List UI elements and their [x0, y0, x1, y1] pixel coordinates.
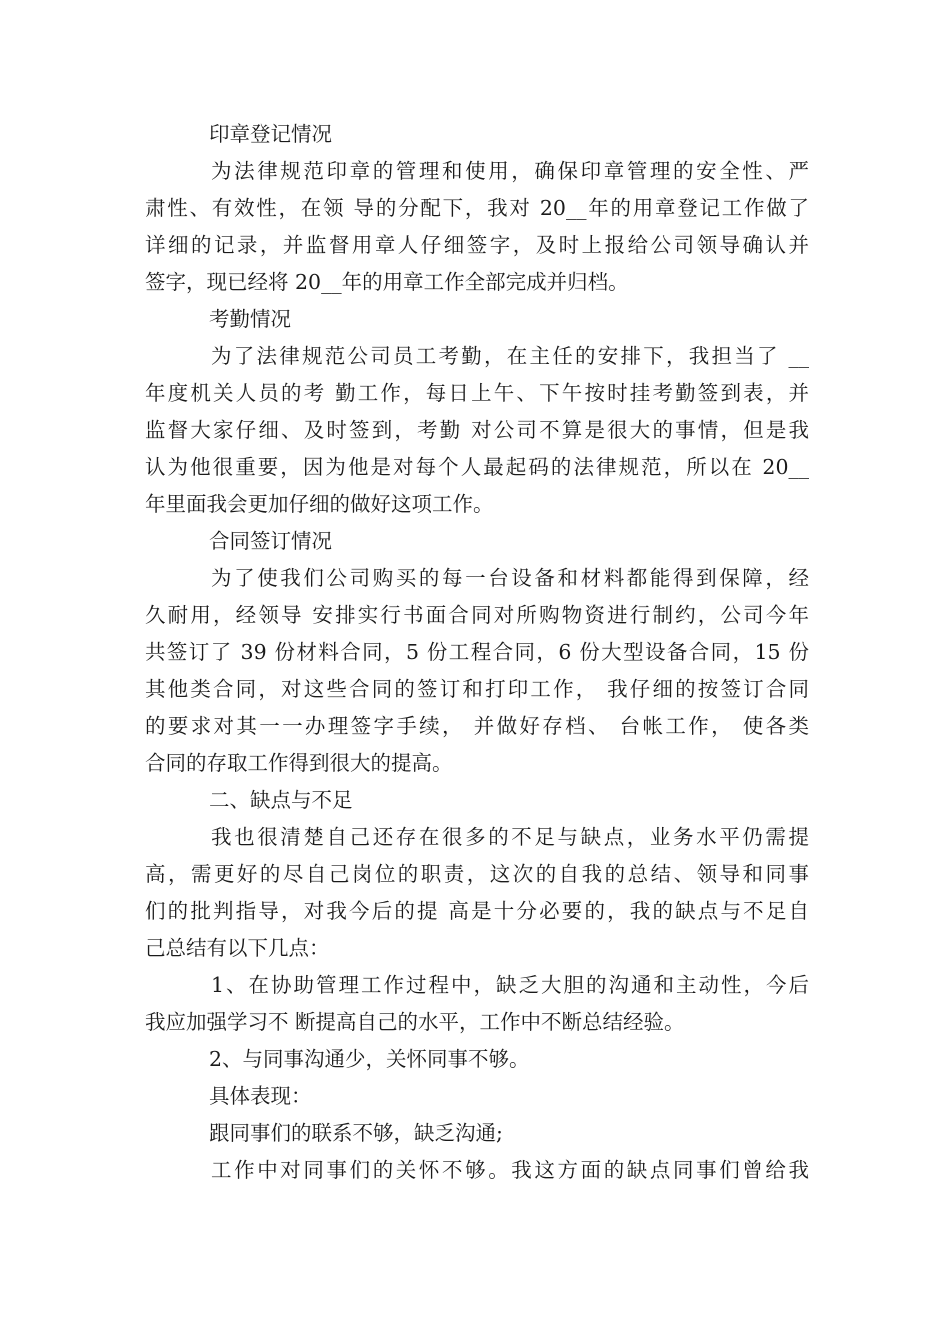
paragraph-line: 共签订了 39 份材料合同，5 份工程合同，6 份大型设备合同，15 份	[145, 640, 809, 664]
section-heading: 具体表现：	[209, 1084, 312, 1108]
section-heading: 印章登记情况	[209, 122, 332, 146]
paragraph-line: 其他类合同，对这些合同的签订和打印工作， 我仔细的按签订合同	[145, 677, 809, 701]
paragraph-first-line: 为了使我们公司购买的每一台设备和材料都能得到保障，经	[211, 566, 809, 590]
paragraph-line: 年度机关人员的考 勤工作，每日上午、下午按时挂考勤签到表，并	[145, 381, 809, 405]
paragraph-last-line: 己总结有以下几点：	[145, 936, 330, 960]
paragraph-line: 的要求对其一一办理签字手续， 并做好存档、 台帐工作， 使各类	[145, 714, 809, 738]
section-heading: 跟同事们的联系不够，缺乏沟通;	[209, 1121, 503, 1145]
paragraph-first-line: 为了法律规范公司员工考勤，在主任的安排下，我担当了 __	[211, 344, 809, 368]
paragraph-line: 肃性、有效性，在领 导的分配下，我对 20__年的用章登记工作做了	[145, 196, 809, 220]
paragraph-first-line: 1、在协助管理工作过程中，缺乏大胆的沟通和主动性，今后	[211, 973, 809, 997]
section-heading: 考勤情况	[209, 307, 291, 331]
document-body	[145, 116, 809, 1189]
paragraph-first-line: 为法律规范印章的管理和使用，确保印章管理的安全性、严	[211, 159, 809, 183]
paragraph-first-line: 我也很清楚自己还存在很多的不足与缺点，业务水平仍需提	[211, 825, 809, 849]
paragraph-last-line: 签字，现已经将 20__年的用章工作全部完成并归档。	[145, 270, 629, 294]
paragraph-first-line: 工作中对同事们的关怀不够。我这方面的缺点同事们曾给我	[211, 1158, 809, 1182]
paragraph-line: 们的批判指导，对我今后的提 高是十分必要的，我的缺点与不足自	[145, 899, 809, 923]
section-heading: 合同签订情况	[209, 529, 332, 553]
paragraph-last-line: 年里面我会更加仔细的做好这项工作。	[145, 492, 494, 516]
paragraph-line: 详细的记录，并监督用章人仔细签字，及时上报给公司领导确认并	[145, 233, 809, 257]
paragraph-last-line: 合同的存取工作得到很大的提高。	[145, 751, 453, 775]
paragraph-last-line: 我应加强学习不 断提高自己的水平，工作中不断总结经验。	[145, 1010, 685, 1034]
paragraph-line: 久耐用，经领导 安排实行书面合同对所购物资进行制约，公司今年	[145, 603, 809, 627]
section-heading: 二、缺点与不足	[209, 788, 353, 812]
paragraph-line: 认为他很重要，因为他是对每个人最起码的法律规范，所以在 20__	[145, 455, 809, 479]
paragraph-line: 监督大家仔细、及时签到，考勤 对公司不算是很大的事情，但是我	[145, 418, 809, 442]
paragraph-line: 高，需更好的尽自己岗位的职责，这次的自我的总结、领导和同事	[145, 862, 809, 886]
section-heading: 2、与同事沟通少，关怀同事不够。	[209, 1047, 530, 1071]
